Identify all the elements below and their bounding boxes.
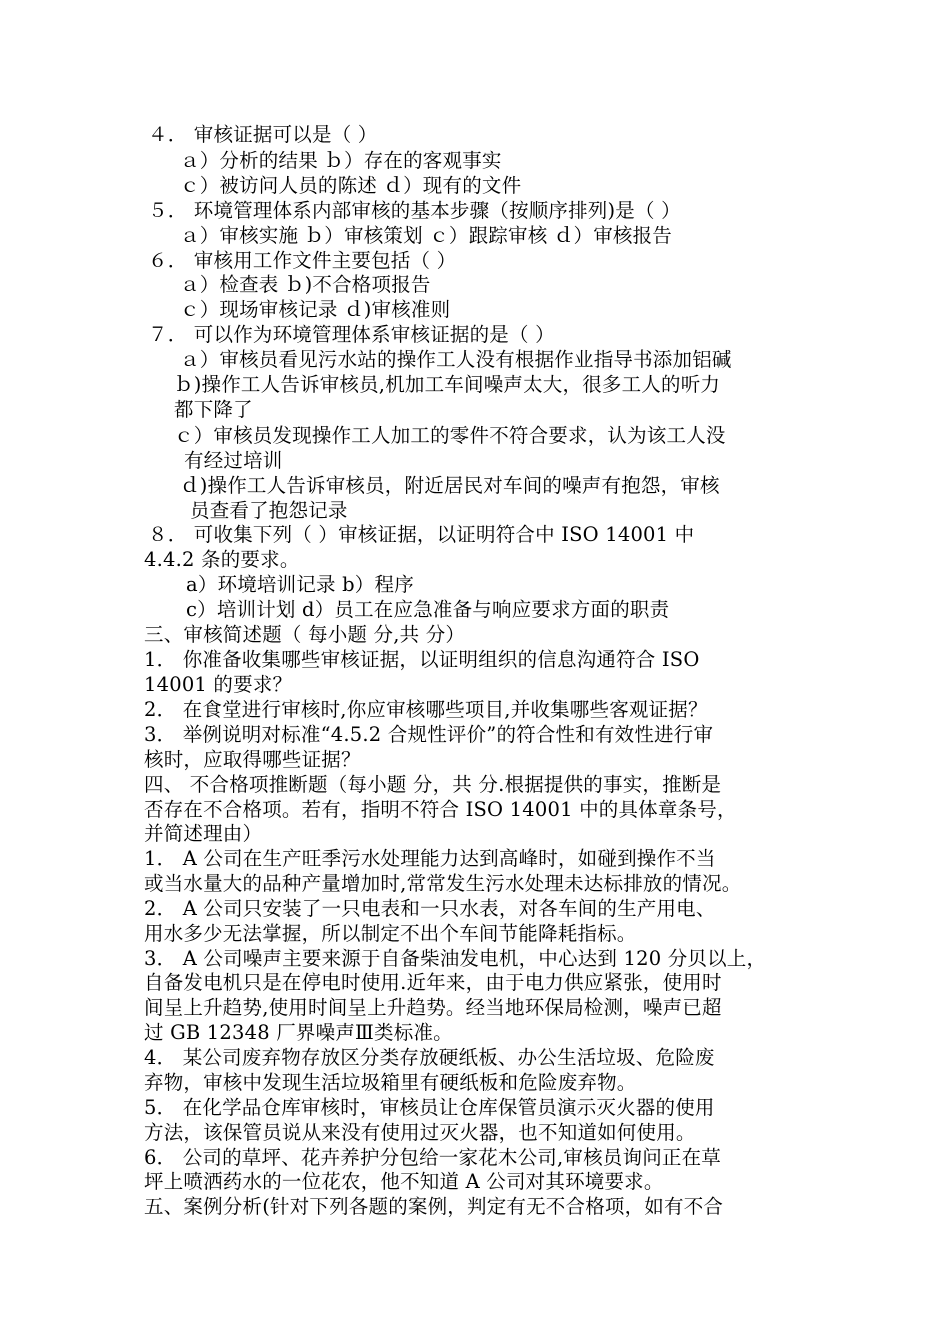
- section-4-item-2-cont: 用水多少无法掌握，所以制定不出个车间节能降耗指标。: [144, 922, 637, 945]
- section-4-item-1: 1． A 公司在生产旺季污水处理能力达到高峰时，如碰到操作不当: [144, 847, 716, 870]
- question-7-option-b-cont: 都下降了: [174, 398, 253, 421]
- section-4-item-1-cont: 或当水量大的品种产量增加时,常常发生污水处理未达标排放的情况。: [144, 872, 742, 895]
- section-3-item-3: 3． 举例说明对标准“4.5.2 合规性评价”的符合性和有效性进行审: [144, 723, 714, 746]
- section-3-item-1-cont: 14001 的要求？: [144, 673, 293, 696]
- section-4-item-3-cont-3: 过 GB 12348 厂界噪声Ⅲ类标准。: [144, 1021, 453, 1044]
- section-3-item-3-cont: 核时，应取得哪些证据？: [144, 748, 361, 771]
- question-7-option-b: ｂ)操作工人告诉审核员,机加工车间噪声太大，很多工人的听力: [174, 373, 721, 396]
- question-7-option-d-cont: 员查看了抱怨记录: [190, 499, 348, 522]
- section-4-item-3-cont-2: 间呈上升趋势,使用时间呈上升趋势。经当地环保局检测，噪声已超: [144, 996, 722, 1019]
- section-4-heading-cont-2: 并简述理由）: [144, 822, 263, 845]
- question-7-option-d: ｄ)操作工人告诉审核员，附近居民对车间的噪声有抱怨，审核: [180, 474, 720, 497]
- question-4-options-cd: ｃ）被访问人员的陈述 ｄ）现有的文件: [180, 174, 522, 197]
- section-4-item-4: 4． 某公司废弃物存放区分类存放硬纸板、办公生活垃圾、危险废: [144, 1046, 715, 1069]
- section-4-item-5: 5． 在化学品仓库审核时，审核员让仓库保管员演示灭火器的使用: [144, 1096, 715, 1119]
- section-5-heading: 五、案例分析(针对下列各题的案例，判定有无不合格项，如有不合: [144, 1195, 724, 1218]
- question-4: ４． 审核证据可以是（ ）: [148, 123, 378, 146]
- section-4-item-6: 6． 公司的草坪、花卉养护分包给一家花木公司,审核员询问正在草: [144, 1146, 722, 1169]
- question-6: ６． 审核用工作文件主要包括（ ）: [148, 249, 457, 272]
- section-4-heading: 四、 不合格项推断题（每小题 分，共 分.根据提供的事实，推断是: [144, 773, 722, 796]
- question-7-option-c: ｃ）审核员发现操作工人加工的零件不符合要求，认为该工人没: [174, 424, 726, 447]
- section-4-item-3: 3． A 公司噪声主要来源于自备柴油发电机，中心达到 120 分贝以上，: [144, 947, 767, 970]
- question-8-options-cd: c）培训计划 d）员工在应急准备与响应要求方面的职责: [186, 598, 670, 621]
- question-7-option-c-cont: 有经过培训: [184, 449, 283, 472]
- question-4-options-ab: ａ）分析的结果 ｂ）存在的客观事实: [180, 149, 502, 172]
- section-4-item-6-cont: 坪上喷洒药水的一位花农，他不知道 A 公司对其环境要求。: [144, 1170, 664, 1193]
- question-5: ５． 环境管理体系内部审核的基本步骤（按顺序排列)是（ ）: [148, 199, 681, 222]
- section-4-heading-cont-1: 否存在不合格项。若有，指明不符合 ISO 14001 中的具体章条号，: [144, 798, 737, 821]
- question-8-options-ab: a）环境培训记录 b）程序: [186, 573, 414, 596]
- section-4-item-3-cont-1: 自备发电机只是在停电时使用.近年来，由于电力供应紧张，使用时: [144, 971, 722, 994]
- question-6-options-cd: ｃ）现场审核记录 ｄ)审核准则: [180, 298, 451, 321]
- question-8-cont: 4.4.2 条的要求。: [144, 548, 300, 571]
- section-3-heading: 三、审核简述题（ 每小题 分,共 分）: [144, 623, 466, 646]
- question-5-options: ａ）审核实施 ｂ）审核策划 ｃ）跟踪审核 ｄ）审核报告: [180, 224, 672, 247]
- question-7-option-a: ａ）审核员看见污水站的操作工人没有根据作业指导书添加铝碱: [180, 348, 732, 371]
- question-7: ７． 可以作为环境管理体系审核证据的是（ ）: [148, 323, 555, 346]
- section-3-item-1: 1． 你准备收集哪些审核证据，以证明组织的信息沟通符合 ISO: [144, 648, 700, 671]
- question-6-options-ab: ａ）检查表 ｂ)不合格项报告: [180, 273, 431, 296]
- question-8: ８． 可收集下列（ ）审核证据，以证明符合中 ISO 14001 中: [148, 523, 695, 546]
- section-3-item-2: 2． 在食堂进行审核时,你应审核哪些项目,并收集哪些客观证据？: [144, 698, 708, 721]
- section-4-item-4-cont: 弃物，审核中发现生活垃圾箱里有硬纸板和危险废弃物。: [144, 1071, 637, 1094]
- section-4-item-2: 2． A 公司只安装了一只电表和一只水表，对各车间的生产用电、: [144, 897, 716, 920]
- section-4-item-5-cont: 方法，该保管员说从来没有使用过灭火器，也不知道如何使用。: [144, 1121, 696, 1144]
